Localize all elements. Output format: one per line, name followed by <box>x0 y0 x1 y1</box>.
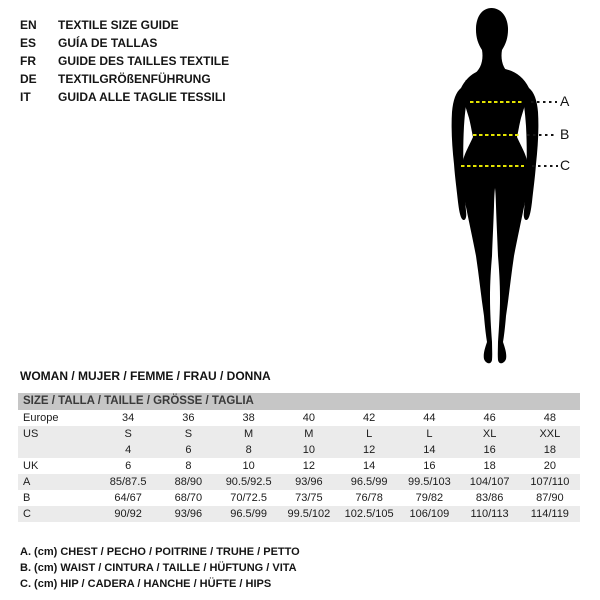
legend-chest: A. (cm) CHEST / PECHO / POITRINE / TRUHE / PETTO <box>20 546 300 558</box>
size-cell: 16 <box>423 460 436 472</box>
size-cell: 8 <box>245 444 252 456</box>
size-cell: 88/90 <box>174 476 203 488</box>
size-cell: XXL <box>539 428 561 440</box>
size-cell: 10 <box>242 460 255 472</box>
size-table <box>18 393 580 522</box>
size-cell: 83/86 <box>475 492 504 504</box>
size-cell: 90/92 <box>114 508 142 520</box>
language-label: GUIDA ALLE TAGLIE TESSILI <box>58 90 226 104</box>
size-cell: 40 <box>302 412 315 424</box>
waist-leader-dots <box>527 134 554 136</box>
hip-measure-line <box>461 165 524 167</box>
size-cell: 12 <box>302 460 315 472</box>
size-cell: M <box>244 428 254 440</box>
table-row <box>18 474 580 490</box>
size-cell: 106/109 <box>409 508 450 520</box>
size-table-header: SIZE / TALLA / TAILLE / GRÖSSE / TAGLIA <box>18 393 580 410</box>
size-cell: 96.5/99 <box>230 508 267 520</box>
language-row <box>20 70 229 88</box>
size-cell: 85/87.5 <box>109 476 147 488</box>
measurement-legend <box>20 544 300 592</box>
size-cell: 73/75 <box>295 492 323 504</box>
size-cell: 38 <box>242 412 255 424</box>
size-cell: 110/113 <box>470 508 509 520</box>
language-code: ES <box>20 36 37 50</box>
size-cell: 48 <box>543 412 556 424</box>
size-cell: 12 <box>363 444 376 456</box>
size-cell: 42 <box>363 412 376 424</box>
size-cell: 87/90 <box>536 492 564 504</box>
language-title-list <box>20 16 229 106</box>
size-table-body <box>18 410 580 522</box>
size-cell: 68/70 <box>174 492 203 504</box>
size-cell: 18 <box>543 444 556 456</box>
language-code: DE <box>20 72 37 86</box>
language-code: IT <box>20 90 31 104</box>
size-cell: 20 <box>543 460 556 472</box>
woman-silhouette <box>448 6 544 368</box>
size-cell: 14 <box>363 460 376 472</box>
marker-label-c: C <box>560 157 571 173</box>
size-cell: 93/96 <box>295 476 323 488</box>
size-cell: 44 <box>423 412 436 424</box>
table-row <box>18 426 580 442</box>
row-label: A <box>23 476 31 488</box>
legend-waist: B. (cm) WAIST / CINTURA / TAILLE / HÜFTUNG / VITA <box>20 562 297 574</box>
table-row <box>18 410 580 426</box>
size-cell: 18 <box>483 460 496 472</box>
size-cell: L <box>366 428 373 440</box>
size-cell: 10 <box>302 444 315 456</box>
language-row <box>20 34 229 52</box>
size-cell: 6 <box>185 444 192 456</box>
size-cell: XL <box>482 428 497 440</box>
size-cell: 93/96 <box>174 508 203 520</box>
language-row <box>20 16 229 34</box>
chest-measure-line <box>470 101 522 103</box>
chest-leader-dots <box>531 101 557 103</box>
table-row <box>18 442 580 458</box>
size-cell: 79/82 <box>415 492 444 504</box>
language-label: TEXTILE SIZE GUIDE <box>58 18 179 32</box>
size-cell: 102.5/105 <box>344 508 394 520</box>
size-cell: 76/78 <box>355 492 383 504</box>
language-label: GUIDE DES TAILLES TEXTILE <box>58 54 230 68</box>
size-cell: 16 <box>483 444 496 456</box>
size-cell: 99.5/102 <box>287 508 331 520</box>
size-cell: 114/119 <box>530 508 569 520</box>
size-cell: 64/67 <box>114 492 142 504</box>
woman-silhouette-svg <box>448 6 544 368</box>
row-label <box>18 442 98 458</box>
size-cell: 107/110 <box>530 476 570 488</box>
size-cell: 96.5/99 <box>350 476 388 488</box>
language-label: GUÍA DE TALLAS <box>58 36 158 50</box>
row-label: US <box>23 428 39 440</box>
size-cell: 6 <box>125 460 132 472</box>
row-label: Europe <box>23 412 59 424</box>
waist-measure-line <box>473 134 519 136</box>
size-cell: M <box>304 428 314 440</box>
size-cell: 8 <box>185 460 192 472</box>
size-cell: L <box>426 428 433 440</box>
marker-label-b: B <box>560 126 570 142</box>
size-cell: S <box>124 428 132 440</box>
marker-label-a: A <box>560 93 570 109</box>
size-cell: 99.5/103 <box>407 476 451 488</box>
size-cell: 4 <box>125 444 132 456</box>
size-cell: S <box>184 428 193 440</box>
section-title: WOMAN / MUJER / FEMME / FRAU / DONNA <box>20 369 271 383</box>
table-row <box>18 506 580 522</box>
hip-leader-dots <box>532 165 558 167</box>
table-row <box>18 458 580 474</box>
size-cell: 14 <box>423 444 436 456</box>
language-code: FR <box>20 54 36 68</box>
row-label: UK <box>23 460 39 472</box>
legend-hip: C. (cm) HIP / CADERA / HANCHE / HÜFTE / HIPS <box>20 578 272 590</box>
size-cell: 104/107 <box>469 476 510 488</box>
size-cell: 34 <box>122 412 135 424</box>
language-code: EN <box>20 18 37 32</box>
row-label: C <box>23 508 31 520</box>
size-cell: 46 <box>483 412 496 424</box>
size-cell: 70/72.5 <box>230 492 267 504</box>
language-row <box>20 52 229 70</box>
language-label: TEXTILGRÖßENFÜHRUNG <box>58 72 211 86</box>
size-cell: 90.5/92.5 <box>225 476 272 488</box>
row-label: B <box>23 492 31 504</box>
size-cell: 36 <box>182 412 195 424</box>
table-row <box>18 490 580 506</box>
language-row <box>20 88 229 106</box>
